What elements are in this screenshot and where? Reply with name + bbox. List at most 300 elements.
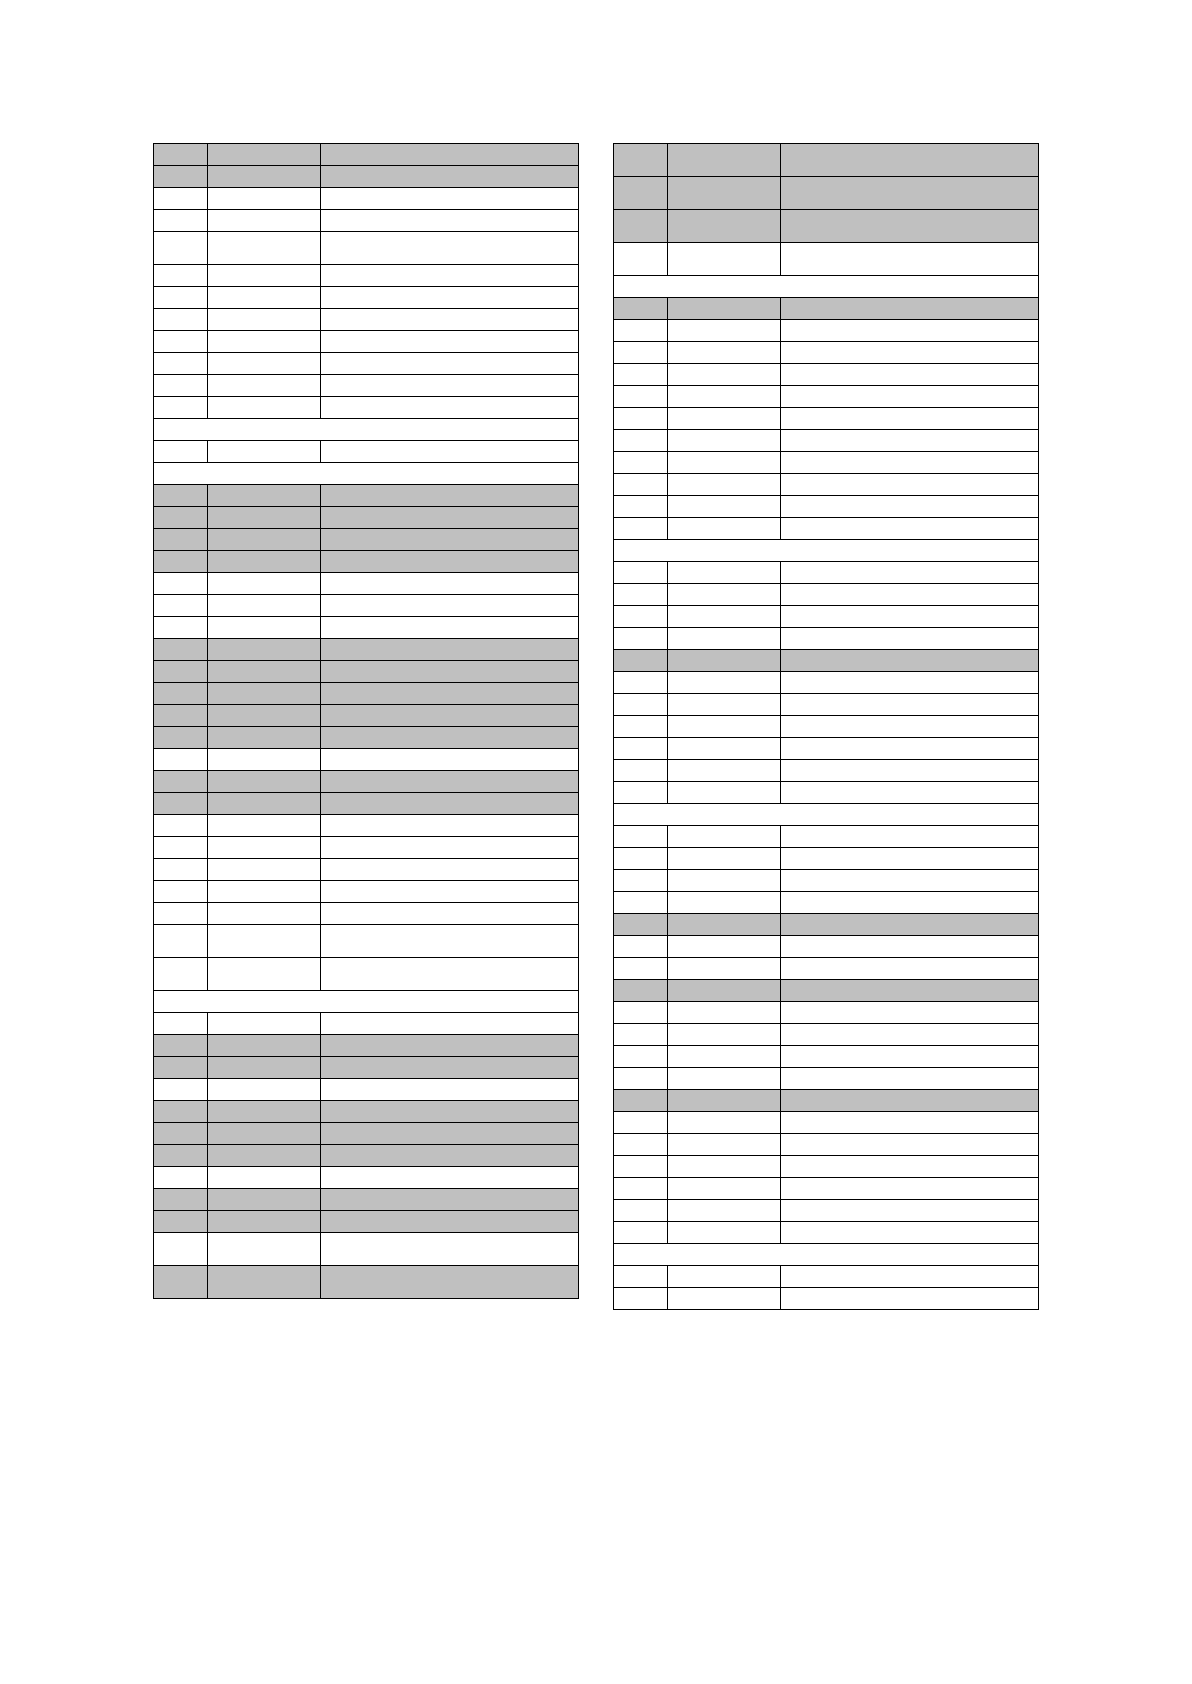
table-row [154, 353, 579, 375]
description-cell [321, 1035, 579, 1057]
index-cell [614, 243, 668, 276]
description-cell [321, 441, 579, 463]
code-cell [208, 166, 321, 188]
description-cell [781, 1002, 1039, 1024]
section-cell [614, 1244, 1039, 1266]
index-cell [614, 298, 668, 320]
description-cell [781, 342, 1039, 364]
description-cell [321, 551, 579, 573]
code-cell [208, 573, 321, 595]
description-cell [321, 573, 579, 595]
index-cell [614, 1112, 668, 1134]
index-cell [154, 958, 208, 991]
description-cell [321, 309, 579, 331]
index-cell [154, 881, 208, 903]
table-row [154, 661, 579, 683]
description-cell [321, 1079, 579, 1101]
code-cell [208, 1123, 321, 1145]
description-cell [781, 243, 1039, 276]
table-row [614, 1134, 1039, 1156]
index-cell [154, 166, 208, 188]
index-cell [154, 1013, 208, 1035]
index-cell [154, 551, 208, 573]
table-row [154, 1233, 579, 1266]
section-cell [154, 991, 579, 1013]
index-cell [154, 903, 208, 925]
description-cell [781, 826, 1039, 848]
description-cell [321, 793, 579, 815]
table-row [154, 265, 579, 287]
section-cell [614, 540, 1039, 562]
description-cell [321, 683, 579, 705]
table-row [614, 562, 1039, 584]
code-cell [668, 1090, 781, 1112]
index-cell [154, 1167, 208, 1189]
description-cell [781, 144, 1039, 177]
code-cell [668, 408, 781, 430]
table-row [154, 166, 579, 188]
code-cell [208, 144, 321, 166]
table-row [154, 617, 579, 639]
description-cell [781, 584, 1039, 606]
code-cell [208, 815, 321, 837]
code-cell [668, 628, 781, 650]
code-cell [668, 298, 781, 320]
section-row [614, 1244, 1039, 1266]
code-cell [208, 683, 321, 705]
table-row [614, 628, 1039, 650]
index-cell [154, 1145, 208, 1167]
description-cell [781, 518, 1039, 540]
description-cell [321, 375, 579, 397]
description-cell [781, 386, 1039, 408]
code-cell [668, 1002, 781, 1024]
code-cell [668, 364, 781, 386]
code-cell [668, 342, 781, 364]
index-cell [154, 859, 208, 881]
description-cell [321, 232, 579, 265]
index-cell [154, 815, 208, 837]
description-cell [321, 1145, 579, 1167]
table-row [154, 771, 579, 793]
description-cell [321, 958, 579, 991]
code-cell [668, 782, 781, 804]
table-row [614, 1024, 1039, 1046]
code-cell [668, 243, 781, 276]
index-cell [154, 925, 208, 958]
code-cell [668, 1112, 781, 1134]
code-cell [668, 826, 781, 848]
table-row [614, 1156, 1039, 1178]
index-cell [614, 320, 668, 342]
index-cell [154, 210, 208, 232]
index-cell [154, 1211, 208, 1233]
code-cell [208, 837, 321, 859]
code-cell [208, 1189, 321, 1211]
code-cell [668, 892, 781, 914]
code-cell [208, 859, 321, 881]
code-cell [668, 738, 781, 760]
code-cell [208, 232, 321, 265]
index-cell [614, 452, 668, 474]
code-cell [208, 1233, 321, 1266]
description-cell [781, 1046, 1039, 1068]
description-cell [321, 749, 579, 771]
index-cell [154, 837, 208, 859]
index-cell [154, 441, 208, 463]
description-cell [321, 1211, 579, 1233]
code-cell [208, 881, 321, 903]
table-row [154, 1167, 579, 1189]
index-cell [614, 672, 668, 694]
description-cell [781, 298, 1039, 320]
code-cell [208, 551, 321, 573]
description-cell [321, 1123, 579, 1145]
index-cell [614, 518, 668, 540]
index-cell [154, 232, 208, 265]
index-cell [614, 430, 668, 452]
description-cell [781, 177, 1039, 210]
index-cell [154, 573, 208, 595]
code-cell [668, 1046, 781, 1068]
description-cell [781, 914, 1039, 936]
index-cell [614, 1266, 668, 1288]
table-row [154, 639, 579, 661]
table-row [614, 364, 1039, 386]
code-cell [668, 177, 781, 210]
table-row [154, 287, 579, 309]
index-cell [614, 1288, 668, 1310]
code-cell [208, 287, 321, 309]
table-row [614, 386, 1039, 408]
description-cell [781, 738, 1039, 760]
index-cell [614, 1046, 668, 1068]
index-cell [614, 958, 668, 980]
description-cell [321, 925, 579, 958]
description-cell [321, 595, 579, 617]
left-table [153, 143, 579, 1299]
index-cell [154, 1079, 208, 1101]
code-cell [668, 210, 781, 243]
description-cell [781, 1112, 1039, 1134]
code-cell [208, 353, 321, 375]
table-row [614, 1002, 1039, 1024]
description-cell [321, 287, 579, 309]
index-cell [154, 375, 208, 397]
table-row [154, 903, 579, 925]
description-cell [321, 727, 579, 749]
index-cell [154, 353, 208, 375]
code-cell [208, 331, 321, 353]
table-row [154, 188, 579, 210]
table-row [154, 1101, 579, 1123]
index-cell [614, 1222, 668, 1244]
index-cell [614, 606, 668, 628]
description-cell [781, 430, 1039, 452]
index-cell [154, 771, 208, 793]
table-row [614, 716, 1039, 738]
code-cell [668, 606, 781, 628]
code-cell [208, 958, 321, 991]
description-cell [321, 1233, 579, 1266]
table-row [614, 474, 1039, 496]
index-cell [154, 727, 208, 749]
description-cell [781, 452, 1039, 474]
code-cell [668, 144, 781, 177]
table-row [614, 980, 1039, 1002]
description-cell [321, 331, 579, 353]
index-cell [614, 210, 668, 243]
description-cell [321, 1013, 579, 1035]
section-cell [614, 276, 1039, 298]
index-cell [154, 639, 208, 661]
table-row [614, 496, 1039, 518]
table-row [154, 331, 579, 353]
section-row [614, 540, 1039, 562]
right-table-body [614, 144, 1039, 1310]
description-cell [781, 210, 1039, 243]
index-cell [154, 397, 208, 419]
description-cell [781, 408, 1039, 430]
code-cell [208, 595, 321, 617]
table-row [614, 694, 1039, 716]
description-cell [781, 496, 1039, 518]
section-row [154, 991, 579, 1013]
table-row [154, 210, 579, 232]
index-cell [614, 1002, 668, 1024]
index-cell [614, 496, 668, 518]
table-row [614, 1222, 1039, 1244]
index-cell [154, 661, 208, 683]
table-row [614, 782, 1039, 804]
index-cell [154, 485, 208, 507]
index-cell [614, 1024, 668, 1046]
code-cell [668, 870, 781, 892]
description-cell [781, 1178, 1039, 1200]
table-row [614, 1266, 1039, 1288]
description-cell [781, 980, 1039, 1002]
index-cell [614, 826, 668, 848]
code-cell [668, 1134, 781, 1156]
index-cell [614, 562, 668, 584]
table-row [154, 793, 579, 815]
code-cell [668, 496, 781, 518]
index-cell [154, 705, 208, 727]
code-cell [208, 793, 321, 815]
table-row [154, 683, 579, 705]
section-cell [614, 804, 1039, 826]
description-cell [321, 529, 579, 551]
table-row [154, 859, 579, 881]
code-cell [668, 1288, 781, 1310]
code-cell [208, 1035, 321, 1057]
code-cell [208, 507, 321, 529]
index-cell [614, 782, 668, 804]
code-cell [668, 980, 781, 1002]
table-row [614, 518, 1039, 540]
index-cell [154, 1057, 208, 1079]
index-cell [154, 1035, 208, 1057]
description-cell [781, 870, 1039, 892]
code-cell [208, 727, 321, 749]
description-cell [781, 1024, 1039, 1046]
table-row [614, 298, 1039, 320]
index-cell [614, 848, 668, 870]
table-row [614, 1090, 1039, 1112]
table-row [614, 1112, 1039, 1134]
code-cell [668, 1200, 781, 1222]
description-cell [321, 144, 579, 166]
index-cell [154, 265, 208, 287]
code-cell [668, 848, 781, 870]
table-row [614, 177, 1039, 210]
description-cell [781, 1134, 1039, 1156]
index-cell [154, 507, 208, 529]
table-row [154, 1123, 579, 1145]
description-cell [321, 617, 579, 639]
index-cell [614, 1156, 668, 1178]
index-cell [154, 749, 208, 771]
description-cell [781, 694, 1039, 716]
table-row [614, 870, 1039, 892]
code-cell [208, 210, 321, 232]
code-cell [208, 705, 321, 727]
code-cell [668, 430, 781, 452]
index-cell [614, 870, 668, 892]
table-row [614, 914, 1039, 936]
code-cell [668, 452, 781, 474]
code-cell [668, 518, 781, 540]
code-cell [668, 760, 781, 782]
index-cell [154, 1123, 208, 1145]
description-cell [781, 1288, 1039, 1310]
table-row [154, 837, 579, 859]
section-row [614, 804, 1039, 826]
index-cell [614, 716, 668, 738]
description-cell [321, 705, 579, 727]
table-row [154, 573, 579, 595]
table-row [614, 243, 1039, 276]
section-row [614, 276, 1039, 298]
table-row [614, 342, 1039, 364]
code-cell [208, 925, 321, 958]
description-cell [781, 1222, 1039, 1244]
code-cell [668, 584, 781, 606]
index-cell [154, 793, 208, 815]
code-cell [668, 958, 781, 980]
left-table-body [154, 144, 579, 1299]
index-cell [154, 529, 208, 551]
description-cell [321, 639, 579, 661]
table-row [614, 826, 1039, 848]
description-cell [321, 1057, 579, 1079]
code-cell [208, 397, 321, 419]
section-row [154, 419, 579, 441]
code-cell [208, 661, 321, 683]
table-row [154, 727, 579, 749]
description-cell [781, 474, 1039, 496]
index-cell [154, 1266, 208, 1299]
index-cell [614, 408, 668, 430]
table-row [154, 1013, 579, 1035]
index-cell [614, 980, 668, 1002]
table-row [614, 1288, 1039, 1310]
index-cell [614, 738, 668, 760]
table-row [154, 595, 579, 617]
index-cell [154, 287, 208, 309]
table-row [154, 1145, 579, 1167]
description-cell [321, 1167, 579, 1189]
table-row [154, 1189, 579, 1211]
description-cell [321, 661, 579, 683]
index-cell [154, 617, 208, 639]
index-cell [154, 1101, 208, 1123]
section-cell [154, 463, 579, 485]
description-cell [781, 760, 1039, 782]
table-row [154, 375, 579, 397]
description-cell [781, 1090, 1039, 1112]
description-cell [321, 166, 579, 188]
code-cell [208, 1013, 321, 1035]
description-cell [321, 210, 579, 232]
index-cell [614, 1090, 668, 1112]
index-cell [614, 936, 668, 958]
code-cell [208, 1211, 321, 1233]
description-cell [781, 672, 1039, 694]
description-cell [321, 903, 579, 925]
code-cell [208, 771, 321, 793]
table-row [614, 430, 1039, 452]
index-cell [614, 1178, 668, 1200]
code-cell [208, 375, 321, 397]
section-row [154, 463, 579, 485]
index-cell [614, 1068, 668, 1090]
section-cell [154, 419, 579, 441]
code-cell [668, 672, 781, 694]
table-row [154, 1211, 579, 1233]
index-cell [614, 144, 668, 177]
index-cell [614, 364, 668, 386]
table-row [614, 892, 1039, 914]
code-cell [668, 1222, 781, 1244]
description-cell [321, 859, 579, 881]
description-cell [781, 1266, 1039, 1288]
table-row [614, 1046, 1039, 1068]
description-cell [321, 815, 579, 837]
code-cell [208, 188, 321, 210]
code-cell [208, 1101, 321, 1123]
description-cell [781, 782, 1039, 804]
index-cell [154, 188, 208, 210]
description-cell [781, 606, 1039, 628]
code-cell [668, 936, 781, 958]
description-cell [781, 848, 1039, 870]
code-cell [208, 529, 321, 551]
table-row [614, 760, 1039, 782]
code-cell [668, 694, 781, 716]
table-row [614, 144, 1039, 177]
table-row [154, 881, 579, 903]
code-cell [208, 309, 321, 331]
code-cell [208, 1079, 321, 1101]
code-cell [668, 1266, 781, 1288]
index-cell [614, 386, 668, 408]
code-cell [668, 716, 781, 738]
code-cell [668, 1068, 781, 1090]
code-cell [668, 1024, 781, 1046]
code-cell [668, 474, 781, 496]
table-row [154, 441, 579, 463]
